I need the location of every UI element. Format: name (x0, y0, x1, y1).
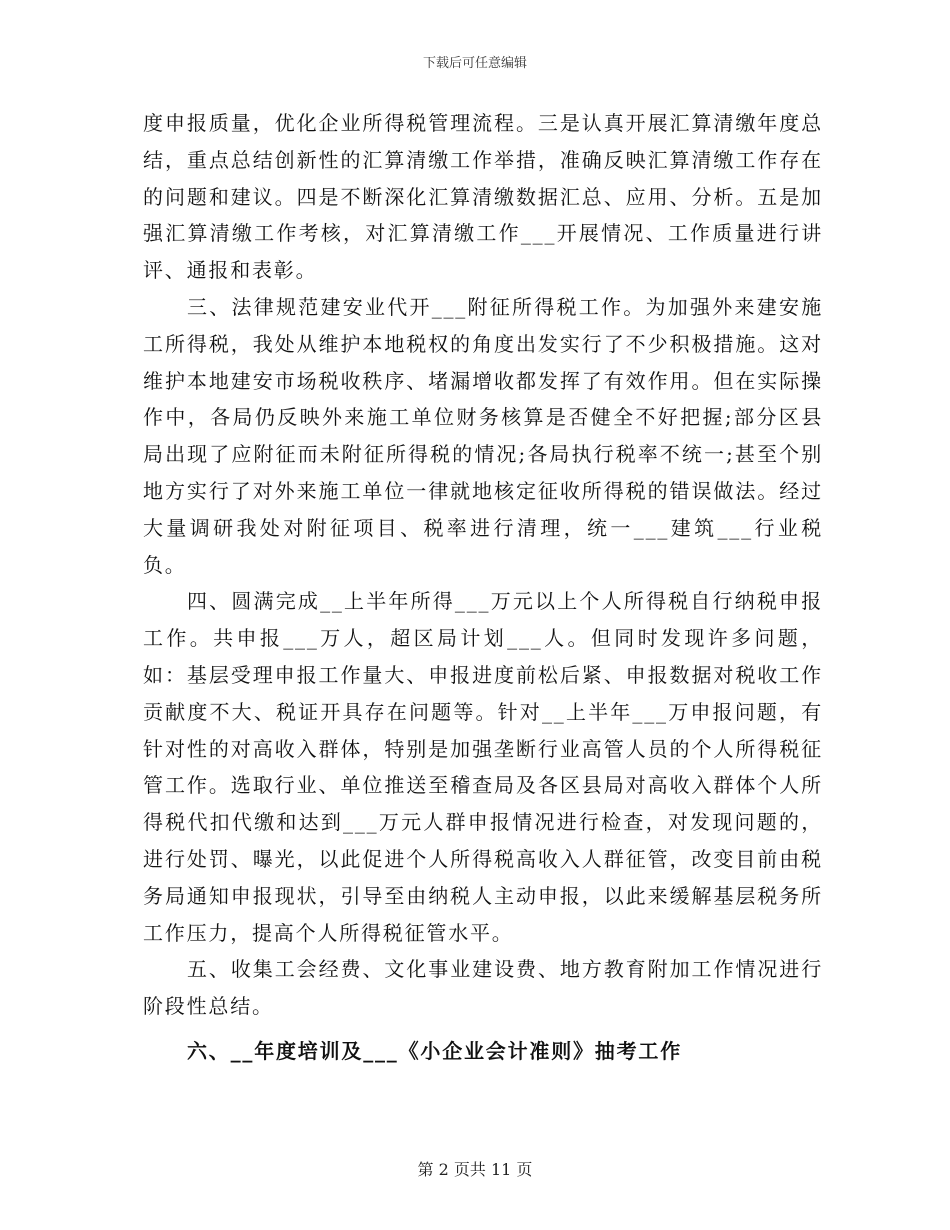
page-number-footer: 第 2 页共 11 页 (417, 1160, 533, 1179)
paragraph-section-four: 四、圆满完成__上半年所得___万元以上个人所得税自行纳税申报工作。共申报___万人，超区局计划___人。但同时发现许多问题，如：基层受理申报工作量大、申报进度前松后紧、申报数据对税收工作贡献度不大、税证开具存在问题等。针对__上半年___万申报问题，有针对性的对高收入群体，特别是加强垄断行业高管人员的个人所得税征管工作。选取行业、单位推送至稽查局及各区县局对高收入群体个人所得税代扣代缴和达到___万元人群申报情况进行检查，对发现问题的，进行处罚、曝光，以此促进个人所得税高收入人群征管，改变目前由税务局通知申报现状，引导至由纳税人主动申报，以此来缓解基层税务所工作压力，提高个人所得税征管水平。 (143, 589, 823, 945)
paragraph-section-five: 五、收集工会经费、文化事业建设费、地方教育附加工作情况进行阶段性总结。 (143, 957, 823, 1019)
document-body (143, 105, 823, 1070)
paragraph-section-three: 三、法律规范建安业代开___附征所得税工作。为加强外来建安施工所得税，我处从维护本地税权的角度出发实行了不少积极措施。这对维护本地建安市场税收秩序、堵漏增收都发挥了有效作用。但在实际操作中，各局仍反映外来施工单位财务核算是否健全不好把握;部分区县局出现了应附征而未附征所得税的情况;各局执行税率不统一;甚至个别地方实行了对外来施工单位一律就地核定征收所得税的错误做法。经过大量调研我处对附征项目、税率进行清理，统一___建筑___行业税负。 (143, 294, 823, 577)
page-header: 下载后可任意编辑 (422, 56, 527, 71)
paragraph-continuation: 度申报质量，优化企业所得税管理流程。三是认真开展汇算清缴年度总结，重点总结创新性的汇算清缴工作举措，准确反映汇算清缴工作存在的问题和建议。四是不断深化汇算清缴数据汇总、应用、分析。五是加强汇算清缴工作考核，对汇算清缴工作___开展情况、工作质量进行讲评、通报和表彰。 (143, 111, 823, 283)
section-six-heading: 六、__年度培训及___《小企业会计准则》抽考工作 (187, 1038, 682, 1063)
